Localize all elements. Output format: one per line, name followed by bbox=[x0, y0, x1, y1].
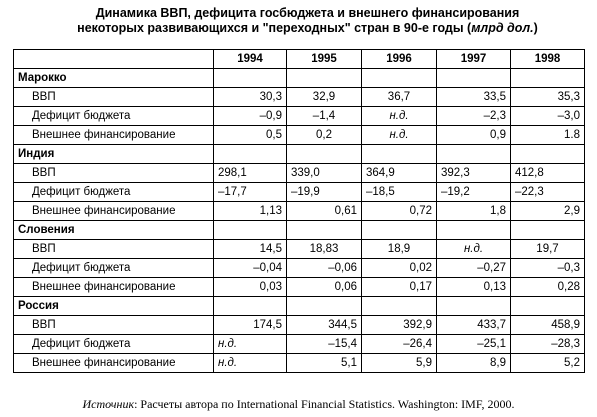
empty-cell bbox=[362, 297, 437, 316]
data-cell: –2,3 bbox=[437, 107, 511, 126]
country-row bbox=[14, 69, 585, 88]
header-year: 1998 bbox=[511, 50, 585, 69]
data-cell: –19,2 bbox=[437, 183, 511, 202]
data-cell: –0,06 bbox=[287, 259, 362, 278]
data-cell: 5,2 bbox=[511, 354, 585, 373]
data-cell: 0,2 bbox=[287, 126, 362, 145]
table-row bbox=[14, 316, 585, 335]
table-row bbox=[14, 335, 585, 354]
country-row bbox=[14, 297, 585, 316]
empty-cell bbox=[362, 145, 437, 164]
row-label: Внешнее финансирование bbox=[14, 354, 214, 373]
data-cell: 0,17 bbox=[362, 278, 437, 297]
row-label: Дефицит бюджета bbox=[14, 107, 214, 126]
data-cell: 0,28 bbox=[511, 278, 585, 297]
data-cell: 298,1 bbox=[214, 164, 287, 183]
data-cell: 0,72 bbox=[362, 202, 437, 221]
empty-cell bbox=[214, 69, 287, 88]
empty-cell bbox=[287, 297, 362, 316]
data-cell: 18,83 bbox=[287, 240, 362, 259]
data-cell: 344,5 bbox=[287, 316, 362, 335]
table-row bbox=[14, 278, 585, 297]
data-cell: –17,7 bbox=[214, 183, 287, 202]
row-label: ВВП bbox=[14, 164, 214, 183]
header-year: 1994 bbox=[214, 50, 287, 69]
row-label: ВВП bbox=[14, 316, 214, 335]
data-cell: н.д. bbox=[214, 354, 287, 373]
data-cell: 33,5 bbox=[437, 88, 511, 107]
source-text: : Расчеты автора по International Financial Statistics. Washington: IMF, 2000. bbox=[134, 397, 515, 411]
title-line-2 bbox=[30, 21, 585, 36]
data-cell: –0,27 bbox=[437, 259, 511, 278]
data-cell: 19,7 bbox=[511, 240, 585, 259]
table-row bbox=[14, 88, 585, 107]
source-label: Источник bbox=[82, 397, 135, 411]
empty-cell bbox=[511, 297, 585, 316]
empty-cell bbox=[437, 69, 511, 88]
empty-cell bbox=[362, 221, 437, 240]
row-label: Внешнее финансирование bbox=[14, 202, 214, 221]
row-label: Дефицит бюджета bbox=[14, 335, 214, 354]
data-cell: –0,3 bbox=[511, 259, 585, 278]
data-cell: –22,3 bbox=[511, 183, 585, 202]
title-unit: млрд дол. bbox=[471, 21, 534, 35]
header-year: 1995 bbox=[287, 50, 362, 69]
header-year: 1997 bbox=[437, 50, 511, 69]
table-row bbox=[14, 164, 585, 183]
empty-cell bbox=[214, 297, 287, 316]
data-cell: 2,9 bbox=[511, 202, 585, 221]
empty-cell bbox=[437, 297, 511, 316]
data-cell: 1.8 bbox=[511, 126, 585, 145]
empty-cell bbox=[437, 221, 511, 240]
country-row bbox=[14, 145, 585, 164]
data-cell: 458,9 bbox=[511, 316, 585, 335]
data-cell: –18,5 bbox=[362, 183, 437, 202]
data-cell: 8,9 bbox=[437, 354, 511, 373]
empty-cell bbox=[287, 221, 362, 240]
table-row bbox=[14, 240, 585, 259]
data-cell: –3,0 bbox=[511, 107, 585, 126]
data-cell: 0,02 bbox=[362, 259, 437, 278]
country-name: Словения bbox=[14, 221, 214, 240]
header-row bbox=[14, 50, 585, 69]
data-cell: 392,9 bbox=[362, 316, 437, 335]
country-row bbox=[14, 221, 585, 240]
empty-cell bbox=[287, 69, 362, 88]
data-cell: –0,9 bbox=[214, 107, 287, 126]
empty-cell bbox=[287, 145, 362, 164]
title-line-2-main: некоторых развивающихся и "переходных" стран в 90-е годы ( bbox=[77, 21, 472, 35]
data-cell: 30,3 bbox=[214, 88, 287, 107]
country-name: Россия bbox=[14, 297, 214, 316]
table-title bbox=[30, 6, 585, 36]
row-label: Внешнее финансирование bbox=[14, 278, 214, 297]
country-name: Индия bbox=[14, 145, 214, 164]
data-cell: н.д. bbox=[362, 126, 437, 145]
data-cell: 0,13 bbox=[437, 278, 511, 297]
data-cell: 412,8 bbox=[511, 164, 585, 183]
header-year: 1996 bbox=[362, 50, 437, 69]
title-line-1: Динамика ВВП, дефицита госбюджета и внешнего финансирования bbox=[95, 6, 520, 20]
empty-cell bbox=[214, 221, 287, 240]
data-table bbox=[13, 49, 585, 373]
data-cell: 364,9 bbox=[362, 164, 437, 183]
source-note bbox=[0, 397, 597, 412]
data-cell: –1,4 bbox=[287, 107, 362, 126]
row-label: ВВП bbox=[14, 88, 214, 107]
data-cell: н.д. bbox=[214, 335, 287, 354]
data-cell: –25,1 bbox=[437, 335, 511, 354]
data-cell: –28,3 bbox=[511, 335, 585, 354]
data-cell: 14,5 bbox=[214, 240, 287, 259]
data-cell: 1,13 bbox=[214, 202, 287, 221]
table-row bbox=[14, 259, 585, 278]
data-cell: 0,61 bbox=[287, 202, 362, 221]
data-cell: –19,9 bbox=[287, 183, 362, 202]
data-cell: 433,7 bbox=[437, 316, 511, 335]
data-cell: –15,4 bbox=[287, 335, 362, 354]
data-cell: 0,06 bbox=[287, 278, 362, 297]
data-cell: н.д. bbox=[362, 107, 437, 126]
data-cell: 1,8 bbox=[437, 202, 511, 221]
data-cell: 392,3 bbox=[437, 164, 511, 183]
data-cell: 0,03 bbox=[214, 278, 287, 297]
data-cell: 5,9 bbox=[362, 354, 437, 373]
data-cell: 32,9 bbox=[287, 88, 362, 107]
data-cell: 36,7 bbox=[362, 88, 437, 107]
table-row bbox=[14, 183, 585, 202]
empty-cell bbox=[437, 145, 511, 164]
data-cell: 5,1 bbox=[287, 354, 362, 373]
row-label: Внешнее финансирование bbox=[14, 126, 214, 145]
data-cell: 35,3 bbox=[511, 88, 585, 107]
data-cell: 18,9 bbox=[362, 240, 437, 259]
empty-cell bbox=[511, 145, 585, 164]
country-name: Марокко bbox=[14, 69, 214, 88]
table-row bbox=[14, 202, 585, 221]
empty-cell bbox=[214, 145, 287, 164]
data-cell: 174,5 bbox=[214, 316, 287, 335]
row-label: Дефицит бюджета bbox=[14, 183, 214, 202]
table-row bbox=[14, 126, 585, 145]
header-empty-cell bbox=[14, 50, 214, 69]
table-row bbox=[14, 354, 585, 373]
empty-cell bbox=[511, 221, 585, 240]
data-cell: –0,04 bbox=[214, 259, 287, 278]
title-line-2-end: ) bbox=[533, 21, 538, 35]
data-cell: 0,5 bbox=[214, 126, 287, 145]
row-label: Дефицит бюджета bbox=[14, 259, 214, 278]
data-cell: –26,4 bbox=[362, 335, 437, 354]
empty-cell bbox=[362, 69, 437, 88]
data-cell: 0,9 bbox=[437, 126, 511, 145]
row-label: ВВП bbox=[14, 240, 214, 259]
data-cell: 339,0 bbox=[287, 164, 362, 183]
empty-cell bbox=[511, 69, 585, 88]
data-cell: н.д. bbox=[437, 240, 511, 259]
table-row bbox=[14, 107, 585, 126]
